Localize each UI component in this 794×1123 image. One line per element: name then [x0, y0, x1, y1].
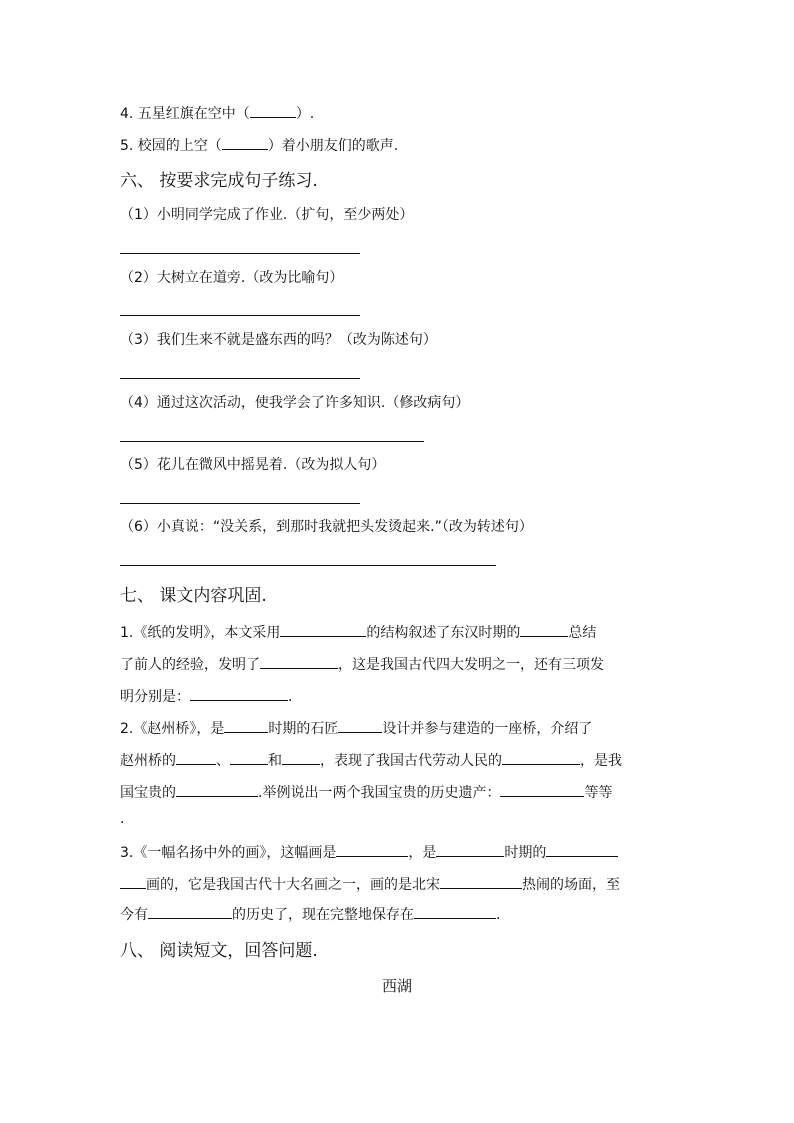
blank[interactable] [436, 841, 504, 857]
sec6-item-6: （6）小真说：“没关系，到那时我就把头发烫起来.”（改为转述句） [120, 519, 533, 535]
blank[interactable] [500, 781, 584, 797]
sec7-p1-line3: 明分别是： . [120, 685, 292, 707]
sec6-item-3: （3）我们生来不就是盛东西的吗？（改为陈述句） [120, 332, 437, 348]
blank[interactable] [546, 841, 618, 857]
answer-line[interactable] [120, 253, 360, 254]
sec7-p3-line3: 今有 的历史了，现在完整地保存在 . [120, 903, 500, 925]
answer-line[interactable] [120, 315, 360, 316]
blank[interactable] [190, 685, 288, 701]
answer-line[interactable] [120, 441, 424, 442]
blank[interactable] [224, 717, 268, 733]
blank[interactable] [338, 717, 382, 733]
section-7-heading: 七、 课文内容巩固. [120, 586, 267, 606]
sec7-p3-line2: 画的，它是我国古代十大名画之一，画的是北宋 热闹的场面，至 [120, 873, 620, 895]
blank[interactable] [414, 903, 496, 919]
blank[interactable] [336, 841, 408, 857]
blank[interactable] [282, 749, 320, 765]
sec6-item-1: （1）小明同学完成了作业.（扩句，至少两处） [120, 207, 414, 223]
sec6-item-5: （5）花儿在微风中摇晃着.（改为拟人句） [120, 457, 386, 473]
sec7-p2-line1: 2.《赵州桥》，是 时期的石匠 设计并参与建造的一座桥，介绍了 [120, 717, 592, 739]
blank[interactable] [176, 749, 216, 765]
blank[interactable] [230, 749, 268, 765]
answer-line[interactable] [120, 378, 360, 379]
passage-title: 西湖 [381, 977, 412, 995]
blank[interactable] [120, 873, 146, 889]
sec7-p2-line4: . [120, 811, 125, 827]
sec7-p3-line1: 3.《一幅名扬中外的画》，这幅画是 ，是 时期的 [120, 841, 618, 863]
blank[interactable] [280, 621, 366, 637]
blank[interactable] [250, 102, 296, 118]
sec7-p2-line2: 赵州桥的 、 和 ，表现了我国古代劳动人民的 ，是我 [120, 749, 622, 771]
question-5: 5. 校园的上空（ ）着小朋友们的歌声. [120, 134, 398, 156]
sec6-item-4: （4）通过这次活动，使我学会了许多知识.（修改病句） [120, 395, 470, 411]
section-6-heading: 六、 按要求完成句子练习. [120, 171, 318, 191]
blank[interactable] [222, 134, 268, 150]
sec7-p2-line3: 国宝贵的 .举例说出一两个我国宝贵的历史遗产： 等等 [120, 781, 612, 803]
blank[interactable] [502, 749, 580, 765]
section-8-heading: 八、 阅读短文，回答问题. [120, 941, 318, 961]
answer-line[interactable] [120, 565, 496, 566]
blank[interactable] [176, 781, 258, 797]
blank[interactable] [520, 621, 568, 637]
sec7-p1-line1: 1.《纸的发明》，本文采用 的结构叙述了东汉时期的 总结 [120, 621, 596, 643]
blank[interactable] [440, 873, 522, 889]
answer-line[interactable] [120, 503, 360, 504]
blank[interactable] [260, 653, 338, 669]
sec6-item-2: （2）大树立在道旁.（改为比喻句） [120, 270, 344, 286]
question-4: 4. 五星红旗在空中（ ）. [120, 102, 314, 124]
sec7-p1-line2: 了前人的经验，发明了 ，这是我国古代四大发明之一，还有三项发 [120, 653, 604, 675]
blank[interactable] [148, 903, 232, 919]
